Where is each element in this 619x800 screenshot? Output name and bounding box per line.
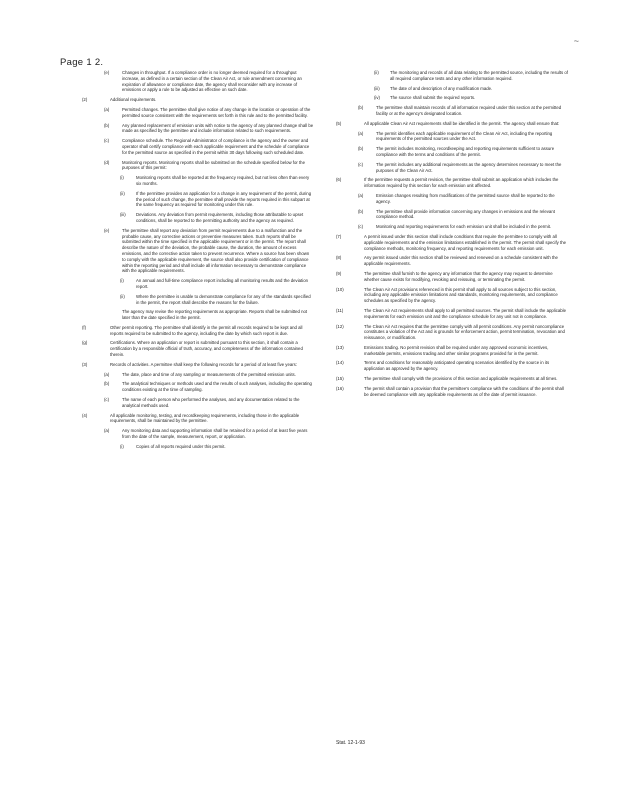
paragraph-text: Monitoring reports. Monitoring reports shall be submitted on the schedule specified below for the purposes of this permit: — [122, 159, 305, 171]
paragraph — [336, 324, 568, 341]
paragraph-label: (ii) — [120, 293, 125, 299]
paragraph — [336, 146, 568, 158]
paragraph — [82, 97, 314, 103]
paragraph-label: (g) — [82, 340, 88, 346]
paragraph — [336, 121, 568, 127]
paragraph-label: (c) — [104, 397, 110, 403]
paragraph — [336, 105, 568, 117]
paragraph-label: (15) — [336, 376, 344, 382]
paragraph-text: Emissions trading. No permit revision shall be required under any approved economic incentives, marketable permits, emissions trading and other similar programs provided for in the permit. — [364, 344, 549, 356]
paragraph-label: (10) — [336, 286, 344, 292]
paragraph-label: (f) — [82, 324, 87, 330]
paragraph-label: (d) — [104, 159, 110, 165]
paragraph-label: (11) — [336, 307, 344, 313]
paragraph — [336, 360, 568, 372]
paragraph-text: Monitoring reports shall be reported at the frequency required, but not less often than every six months. — [136, 175, 310, 186]
paragraph — [82, 191, 314, 208]
paragraph-label: (5) — [336, 120, 342, 126]
paragraph — [336, 193, 568, 205]
paragraph — [82, 325, 314, 337]
paragraph-label: (c) — [104, 138, 110, 144]
paragraph-label: (i) — [120, 175, 124, 181]
paragraph-text: All applicable Clean Air Act requirements shall be identified in the permit. The agency shall ensure that: — [364, 120, 560, 126]
paragraph-label: (b) — [104, 122, 110, 128]
paragraph — [336, 162, 568, 174]
paragraph-text: The Clean Air Act requirements shall apply to all permitted sources. The permit shall include the applicable requirements for each emission unit and the compliance schedule for any unit not in compliance. — [364, 307, 566, 319]
paragraph-text: Any permit issued under this section shall be reviewed and renewed on a schedule consistent with the applicable requirements. — [364, 255, 558, 267]
paragraph-text: The permittee shall furnish to the agency any information that the agency may request to determine whether cause exists for modifying, revoking and reissuing, or terminating the permit. — [364, 270, 553, 282]
paragraph-label: (2) — [82, 97, 88, 103]
paragraph-text: Any planned replacement of emission units with notice to the agency of any planned change shall be made as specified by the permittee and include information related to such requirements. — [122, 122, 314, 134]
paragraph — [336, 224, 568, 230]
paragraph — [336, 376, 568, 382]
paragraph — [336, 386, 568, 398]
paragraph-label: (i) — [120, 278, 124, 284]
paragraph-text: Any monitoring data and supporting information shall be retained for a period of at least five years from the date of the sample, measurement, report, or application. — [122, 428, 308, 440]
footer-stamp: Stat. 12-1-93 — [336, 740, 365, 746]
paragraph-label: (8) — [336, 255, 342, 261]
corner-mark: ~ — [573, 36, 579, 46]
paragraph-text: Copies of all reports required under this permit. — [136, 443, 226, 449]
paragraph-text: Emission changes resulting from modifications of the permitted source shall be reported to the agency. — [376, 192, 555, 204]
paragraph-text: The permittee shall report any deviation from permit requirements due to a malfunction and the probable cause, any corrective actions or preventive measures taken. Such reports shall be submitted within the time specified in the applicable requirement or in the permit. The report shall describe the nature of the deviation, the probable cause, the duration, the amount of excess emissions, and the corrective action taken to prevent recurrence. Where a source has been shown to comply with the applicable requirement, the source shall also provide certification of compliance within the reporting period and shall include all information necessary to demonstrate compliance with the applicable requirements. — [122, 227, 310, 274]
paragraph — [82, 340, 314, 357]
paragraph-label: (13) — [336, 344, 344, 350]
paragraph — [336, 234, 568, 251]
paragraph-text: The date, place and time of any sampling or measurements of the permitted emission units. — [122, 371, 296, 377]
paragraph — [336, 131, 568, 143]
paragraph-text: Where the permittee is unable to demonstrate compliance for any of the standards specified in the permit, the report shall describe the reasons for the failure. — [136, 293, 311, 305]
paragraph-text: The permittee shall comply with the provisions of this section and applicable requirements at all times. — [364, 376, 558, 382]
paragraph-label: (b) — [104, 381, 110, 387]
paragraph-text: All applicable monitoring, testing, and recordkeeping requirements, including those in the applicable requirements, shall be maintained by the permittee. — [110, 412, 300, 424]
paragraph-label: (3) — [82, 361, 88, 367]
paragraph-label: (iii) — [120, 212, 126, 218]
paragraph — [82, 70, 314, 93]
paragraph — [82, 228, 314, 274]
paragraph-label: (b) — [358, 105, 364, 111]
paragraph-label: (4) — [82, 412, 88, 418]
paragraph-label: (a) — [104, 428, 110, 434]
paragraph — [336, 345, 568, 357]
paragraph — [82, 381, 314, 393]
paragraph-label: (6) — [336, 177, 342, 183]
paragraph — [336, 177, 568, 189]
paragraph-text: Records of activities. A permittee shall keep the following records for a period of at least five years: — [110, 361, 298, 367]
paragraph-text: The permit includes monitoring, recordkeeping and reporting requirements sufficient to assure compliance with the terms and conditions of the permit. — [376, 146, 555, 157]
paragraph-label: (c) — [358, 161, 364, 167]
paragraph-text: A permit issued under this section shall include conditions that require the permittee to comply with all applicable requirements and the emission limitations established in the permit. The permit shall specify the compliance methods, monitoring frequency, and reporting requirements for each emission unit. — [364, 233, 566, 251]
paragraph — [82, 372, 314, 378]
paragraph-label: (7) — [336, 233, 342, 239]
paragraph-text: The permittee shall provide information concerning any changes in emissions and the relevant compliance method. — [376, 208, 555, 220]
paragraph-label: (a) — [358, 130, 364, 136]
paragraph-text: Certifications. Where an application or report is submitted pursuant to this section, it shall contain a certification by a responsible official of truth, accuracy, and completeness of the information contained therein. — [110, 340, 303, 358]
paragraph-label: (b) — [358, 208, 364, 214]
page-number: Page 1 2. — [60, 57, 104, 68]
paragraph — [336, 86, 568, 92]
paragraph-text: An annual and full-time compliance report including all monitoring results and the deviation report. — [136, 278, 308, 289]
paragraph-text: If the permittee requests a permit revision, the permittee shall submit an application which includes the information required by this section for each emission unit affected. — [364, 177, 559, 189]
paragraph-label: (a) — [104, 106, 110, 112]
paragraph — [82, 397, 314, 409]
paragraph-text: Monitoring and reporting requirements for each emission unit shall be included in the permit. — [376, 224, 552, 230]
paragraph — [336, 95, 568, 101]
paragraph — [82, 107, 314, 119]
paragraph-text: Deviations. Any deviation from permit requirements, including those attributable to upset conditions, shall be reported to the permitting authority and the agency as required. — [136, 212, 304, 223]
paragraph — [82, 294, 314, 306]
paragraph-text: The permit identifies each applicable requirement of the Clean Air Act, including the reporting requirements of the permitted sources under the Act. — [376, 130, 553, 142]
paragraph-label: (16) — [336, 385, 344, 391]
paragraph — [336, 70, 568, 82]
paragraph-label: (e) — [104, 227, 110, 233]
paragraph-label: (iii) — [374, 85, 380, 91]
paragraph-text: Additional requirements. — [110, 97, 157, 103]
paragraph-text: The Clean Air Act requires that the permittee comply with all permit conditions. Any permit noncompliance constitutes a violation of the Act and is grounds for enforcement action, permit termination, revocation and reissuance, or modification. — [364, 323, 565, 341]
paragraph — [82, 444, 314, 450]
paragraph-text: Compliance schedule. The Regional Administrator of compliance is the agency and the owner and operator shall certify compliance with each applicable requirement and the schedule of compliance for the permitted source as specified in the permit within 30 days following such scheduled date. — [122, 138, 310, 155]
paragraph-text: Terms and conditions for reasonably anticipated operating scenarios identified by the source in its application as approved by the agency. — [364, 360, 550, 372]
paragraph — [82, 278, 314, 290]
paragraph-text: The Clean Air Act provisions referenced in this permit shall apply to all sources subject to this section, including any applicable emission limitations and standards, monitoring requirements, and compliance schedules as specified by the agency. — [364, 286, 558, 304]
paragraph-text: The date of and description of any modification made. — [390, 85, 493, 91]
paragraph-text: The analytical techniques or methods used and the results of such analyses, including the operating conditions existing at the time of sampling. — [122, 381, 312, 393]
paragraph-text: Other permit reporting. The permittee shall identify in the permit all records required to be kept and all reports required to be submitted to the agency, including the date by which such report is due. — [110, 324, 303, 336]
paragraph-text: The permittee shall maintain records of all information required under this section at the permitted facility or at the agency's designated location. — [376, 105, 562, 116]
paragraph-label: (a) — [358, 192, 364, 198]
paragraph-label: (iv) — [374, 95, 380, 101]
paragraph-label: (i) — [120, 443, 124, 449]
paragraph — [336, 255, 568, 267]
paragraph — [82, 428, 314, 440]
paragraph — [336, 308, 568, 320]
paragraph-text: The permit shall contain a provision that the permittee's compliance with the conditions of the permit shall be deemed compliance with any applicable requirements as of the date of permit issuance. — [364, 385, 564, 397]
paragraph — [82, 309, 314, 321]
paragraph-label: (ii) — [120, 190, 125, 196]
paragraph — [82, 212, 314, 224]
paragraph-text: The name of each person who performed the analyses, and any documentation related to the analytical methods used. — [122, 397, 300, 408]
paragraph-text: The source shall submit the required reports. — [390, 95, 476, 101]
paragraph-text: Changes in throughput. If a compliance order is no longer deemed required for a throughput increase, as defined in a certain section of the Clean Air Act, or rule amendment concerning an expiration of allowance or compliance date, the agency shall reconsider with any increase of emissions or apply a rule to be adjusted as effective on such date. — [122, 70, 302, 93]
paragraph — [82, 362, 314, 368]
left-column — [82, 70, 314, 454]
paragraph-text: Permitted changes. The permittee shall give notice of any change in the location or operation of the permitted source consistent with the requirements set forth in this rule and to the permitted facility. — [122, 106, 311, 118]
paragraph-text: The permit includes any additional requirements as the agency determines necessary to meet the purposes of the Clean Air Act. — [376, 161, 562, 173]
paragraph-label: (c) — [358, 224, 364, 230]
paragraph — [336, 287, 568, 304]
paragraph-text: If the permittee provides an application for a change in any requirement of the permit, during the period of such change, the permittee shall provide the reports required in this subpart at the same frequency as required for monitoring under this rule. — [136, 190, 312, 208]
paragraph — [82, 138, 314, 155]
paragraph — [82, 160, 314, 172]
paragraph — [82, 175, 314, 187]
paragraph-label: (b) — [358, 146, 364, 152]
paragraph — [82, 123, 314, 135]
paragraph — [82, 413, 314, 425]
paragraph-label: (12) — [336, 323, 344, 329]
paragraph-label: (14) — [336, 360, 344, 366]
paragraph — [336, 209, 568, 221]
paragraph-label: (9) — [336, 270, 342, 276]
paragraph-label: (a) — [104, 371, 110, 377]
paragraph-text: The agency may revise the reporting requirements as appropriate. Reports shall be submitted not later than the date specified in the permit. — [122, 309, 308, 321]
paragraph-text: The monitoring and records of all data relating to the permitted source, including the results of all required compliance tests and any other information required. — [390, 70, 568, 81]
paragraph-label: (e) — [104, 70, 110, 75]
paragraph-label: (ii) — [374, 70, 379, 75]
right-column — [336, 70, 568, 401]
paragraph — [336, 271, 568, 283]
